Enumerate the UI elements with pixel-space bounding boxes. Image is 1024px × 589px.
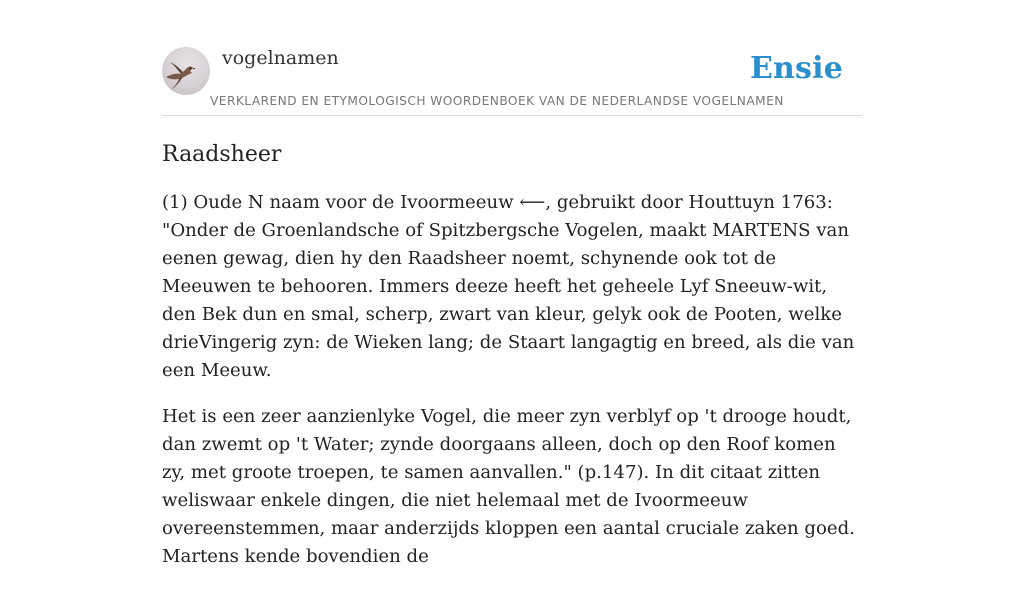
site-avatar[interactable] [162, 47, 210, 95]
article-paragraph: Het is een zeer aanzienlyke Vogel, die meer zyn verblyf op 't drooge houdt, dan zwemt op 't Water; zynde doorgaans alleen, doch op den Roof komen zy, met groote troepen, te samen aanvallen." (p.147). In dit citaat zitten weliswaar enkele dingen, die niet helemaal met de Ivoormeeuw overeenstemmen, maar anderzijds kloppen een aantal cruciale zaken goed. Martens kende bovendien de [162, 406, 855, 567]
article-paragraph [162, 189, 862, 385]
site-header [162, 0, 862, 116]
ensie-logo[interactable]: Ensie [749, 51, 843, 86]
bird-avatar-icon [162, 47, 210, 95]
site-name[interactable]: vogelnamen [222, 47, 339, 69]
reference-arrow-icon[interactable]: ⟵ [519, 192, 546, 213]
site-subtitle: VERKLAREND EN ETYMOLOGISCH WOORDENBOEK VAN DE NEDERLANDSE VOGELNAMEN [210, 94, 784, 108]
article [162, 138, 862, 589]
article-title: Raadsheer [162, 142, 282, 167]
paragraph-text: (1) Oude N naam voor de Ivoormeeuw [162, 192, 520, 213]
paragraph-text: , gebruikt door Houttuyn 1763: "Onder de Groenlandsche of Spitzbergsche Vogelen, maakt MARTENS van eenen gewag, dien hy den Raadsheer noemt, schynende ook tot de Meeuwen te behooren. Immers deeze heeft het geheele Lyf Sneeuw-wit, den Bek dun en smal, scherp, zwart van kleur, gelyk ook de Pooten, welke drieVingerig zyn: de Wieken lang; de Staart langagtig en breed, als die van een Meeuw. [162, 192, 855, 381]
